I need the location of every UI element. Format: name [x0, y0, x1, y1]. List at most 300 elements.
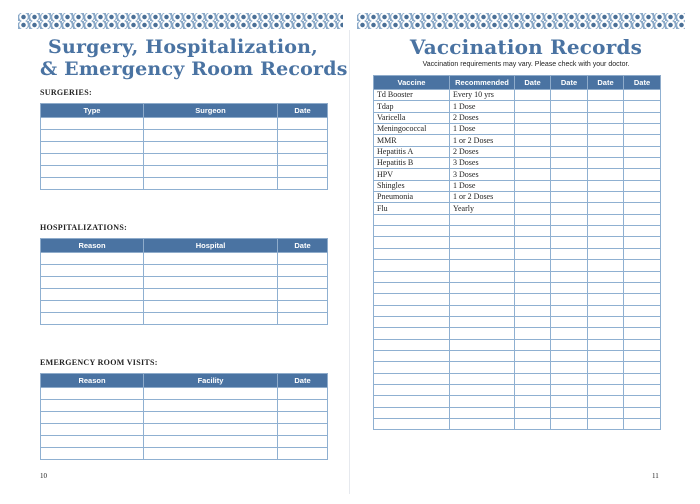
vaccination-row: [374, 305, 661, 316]
hospital-cell[interactable]: [144, 301, 278, 313]
vaccination-row: [374, 373, 661, 384]
date-cell[interactable]: [624, 407, 661, 418]
recommended-cell[interactable]: 1 or 2 Doses: [450, 192, 515, 203]
page-number-left: 10: [40, 472, 47, 480]
vaccine-cell[interactable]: [374, 350, 450, 361]
vaccine-cell[interactable]: [374, 316, 450, 327]
hospital-cell[interactable]: [144, 277, 278, 289]
vaccination-row: [374, 260, 661, 271]
vaccine-cell[interactable]: [374, 362, 450, 373]
date-cell[interactable]: [551, 362, 588, 373]
date-cell[interactable]: [588, 192, 624, 203]
date-cell[interactable]: [551, 418, 588, 429]
table-row: [41, 166, 328, 178]
date-cell[interactable]: [278, 448, 328, 460]
date-cell[interactable]: [624, 180, 661, 191]
vaccination-row: [374, 101, 661, 112]
table-row: [41, 436, 328, 448]
col-header-facility: Facility: [144, 374, 278, 388]
date-cell[interactable]: [551, 396, 588, 407]
date-cell[interactable]: [624, 339, 661, 350]
recommended-cell[interactable]: 2 Doses: [450, 112, 515, 123]
recommended-cell[interactable]: 1 Dose: [450, 101, 515, 112]
vaccination-row: [374, 248, 661, 259]
type-cell[interactable]: [41, 178, 144, 190]
vaccine-cell[interactable]: [374, 248, 450, 259]
vaccination-row: [374, 316, 661, 327]
vaccination-row: [374, 124, 661, 135]
date-cell[interactable]: [624, 362, 661, 373]
type-cell[interactable]: [41, 154, 144, 166]
vaccination-row: [374, 384, 661, 395]
date-cell[interactable]: [515, 158, 551, 169]
date-cell[interactable]: [624, 316, 661, 327]
vaccine-cell[interactable]: [374, 396, 450, 407]
date-cell[interactable]: [278, 130, 328, 142]
recommended-cell[interactable]: [450, 362, 515, 373]
vaccination-row: [374, 158, 661, 169]
surgeon-cell[interactable]: [144, 118, 278, 130]
vaccine-cell[interactable]: Hepatitis B: [374, 158, 450, 169]
recommended-cell[interactable]: Yearly: [450, 203, 515, 214]
date-cell[interactable]: [551, 350, 588, 361]
date-cell[interactable]: [588, 112, 624, 123]
recommended-cell[interactable]: [450, 260, 515, 271]
date-cell[interactable]: [515, 135, 551, 146]
table-row: [41, 142, 328, 154]
recommended-cell[interactable]: [450, 305, 515, 316]
vaccination-header-row: [374, 76, 661, 90]
recommended-cell[interactable]: 1 or 2 Doses: [450, 135, 515, 146]
vaccine-cell[interactable]: [374, 260, 450, 271]
date-cell[interactable]: [624, 237, 661, 248]
date-cell[interactable]: [624, 328, 661, 339]
decorative-pattern-right: [357, 13, 685, 29]
surgeon-cell[interactable]: [144, 142, 278, 154]
date-cell[interactable]: [624, 158, 661, 169]
vaccination-row: [374, 192, 661, 203]
facility-cell[interactable]: [144, 388, 278, 400]
surgeries-header-row: [41, 104, 328, 118]
vaccine-cell[interactable]: Flu: [374, 203, 450, 214]
surgeries-body: [41, 118, 328, 190]
facility-cell[interactable]: [144, 412, 278, 424]
date-cell[interactable]: [515, 90, 551, 101]
date-cell[interactable]: [515, 226, 551, 237]
recommended-cell[interactable]: 1 Dose: [450, 124, 515, 135]
vaccine-cell[interactable]: [374, 418, 450, 429]
date-cell[interactable]: [278, 313, 328, 325]
date-cell[interactable]: [515, 124, 551, 135]
date-cell[interactable]: [515, 362, 551, 373]
vaccination-row: [374, 226, 661, 237]
date-cell[interactable]: [551, 384, 588, 395]
date-cell[interactable]: [515, 328, 551, 339]
type-cell[interactable]: [41, 142, 144, 154]
recommended-cell[interactable]: [450, 316, 515, 327]
recommended-cell[interactable]: [450, 384, 515, 395]
table-row: [41, 313, 328, 325]
date-cell[interactable]: [515, 112, 551, 123]
date-cell[interactable]: [515, 237, 551, 248]
date-cell[interactable]: [588, 90, 624, 101]
date-cell[interactable]: [278, 178, 328, 190]
date-cell[interactable]: [278, 412, 328, 424]
date-cell[interactable]: [515, 373, 551, 384]
vaccine-cell[interactable]: [374, 328, 450, 339]
date-cell[interactable]: [551, 158, 588, 169]
date-cell[interactable]: [515, 180, 551, 191]
vaccination-row: [374, 282, 661, 293]
table-row: [41, 424, 328, 436]
vaccine-cell[interactable]: Varicella: [374, 112, 450, 123]
recommended-cell[interactable]: [450, 237, 515, 248]
vaccination-table: [373, 75, 661, 430]
recommended-cell[interactable]: 1 Dose: [450, 180, 515, 191]
date-cell[interactable]: [515, 146, 551, 157]
reason-cell[interactable]: [41, 400, 144, 412]
date-cell[interactable]: [515, 305, 551, 316]
date-cell[interactable]: [515, 294, 551, 305]
surgeon-cell[interactable]: [144, 130, 278, 142]
reason-cell[interactable]: [41, 388, 144, 400]
date-cell[interactable]: [551, 90, 588, 101]
vaccine-cell[interactable]: HPV: [374, 169, 450, 180]
table-row: [41, 412, 328, 424]
date-cell[interactable]: [624, 146, 661, 157]
vaccine-cell[interactable]: [374, 305, 450, 316]
recommended-cell[interactable]: 2 Doses: [450, 146, 515, 157]
vaccine-cell[interactable]: Hepatitis A: [374, 146, 450, 157]
date-cell[interactable]: [588, 101, 624, 112]
date-cell[interactable]: [551, 124, 588, 135]
date-cell[interactable]: [588, 407, 624, 418]
date-cell[interactable]: [624, 271, 661, 282]
surgeon-cell[interactable]: [144, 166, 278, 178]
vaccination-row: [374, 90, 661, 101]
date-cell[interactable]: [588, 271, 624, 282]
recommended-cell[interactable]: Every 10 yrs: [450, 90, 515, 101]
date-cell[interactable]: [278, 265, 328, 277]
vaccination-row: [374, 350, 661, 361]
date-cell[interactable]: [515, 407, 551, 418]
date-cell[interactable]: [624, 350, 661, 361]
date-cell[interactable]: [515, 192, 551, 203]
er-visits-table: [40, 373, 328, 460]
date-cell[interactable]: [588, 124, 624, 135]
hospital-cell[interactable]: [144, 265, 278, 277]
date-cell[interactable]: [588, 158, 624, 169]
date-cell[interactable]: [624, 373, 661, 384]
date-cell[interactable]: [551, 180, 588, 191]
date-cell[interactable]: [515, 316, 551, 327]
date-cell[interactable]: [515, 339, 551, 350]
hospital-cell[interactable]: [144, 289, 278, 301]
recommended-cell[interactable]: 3 Doses: [450, 169, 515, 180]
recommended-cell[interactable]: [450, 350, 515, 361]
date-cell[interactable]: [551, 339, 588, 350]
er-visits-body: [41, 388, 328, 460]
recommended-cell[interactable]: [450, 248, 515, 259]
col-header-surgeon: Surgeon: [144, 104, 278, 118]
er-visits-label: EMERGENCY ROOM VISITS:: [40, 358, 158, 367]
hospitalizations-label: HOSPITALIZATIONS:: [40, 223, 128, 232]
date-cell[interactable]: [515, 418, 551, 429]
vaccine-cell[interactable]: [374, 407, 450, 418]
date-cell[interactable]: [278, 154, 328, 166]
date-cell[interactable]: [515, 101, 551, 112]
date-cell[interactable]: [624, 101, 661, 112]
date-cell[interactable]: [551, 203, 588, 214]
date-cell[interactable]: [551, 407, 588, 418]
vaccination-row: [374, 112, 661, 123]
date-cell[interactable]: [278, 118, 328, 130]
date-cell[interactable]: [588, 180, 624, 191]
date-cell[interactable]: [588, 316, 624, 327]
recommended-cell[interactable]: [450, 271, 515, 282]
date-cell[interactable]: [588, 373, 624, 384]
date-cell[interactable]: [515, 384, 551, 395]
facility-cell[interactable]: [144, 448, 278, 460]
recommended-cell[interactable]: [450, 407, 515, 418]
col-header-date-1: Date: [515, 76, 551, 90]
col-header-date: Date: [278, 374, 328, 388]
table-row: [41, 400, 328, 412]
vaccine-cell[interactable]: [374, 339, 450, 350]
date-cell[interactable]: [515, 260, 551, 271]
date-cell[interactable]: [588, 169, 624, 180]
surgeon-cell[interactable]: [144, 154, 278, 166]
vaccine-cell[interactable]: [374, 384, 450, 395]
date-cell[interactable]: [515, 282, 551, 293]
date-cell[interactable]: [515, 169, 551, 180]
table-row: [41, 388, 328, 400]
vaccination-row: [374, 294, 661, 305]
vaccination-row: [374, 135, 661, 146]
date-cell[interactable]: [624, 294, 661, 305]
reason-cell[interactable]: [41, 412, 144, 424]
date-cell[interactable]: [278, 400, 328, 412]
date-cell[interactable]: [588, 362, 624, 373]
date-cell[interactable]: [551, 112, 588, 123]
table-row: [41, 301, 328, 313]
col-header-reason: Reason: [41, 374, 144, 388]
col-header-type: Type: [41, 104, 144, 118]
date-cell[interactable]: [624, 226, 661, 237]
date-cell[interactable]: [624, 90, 661, 101]
date-cell[interactable]: [278, 289, 328, 301]
vaccination-row: [374, 271, 661, 282]
vaccination-row: [374, 328, 661, 339]
date-cell[interactable]: [624, 282, 661, 293]
reason-cell[interactable]: [41, 265, 144, 277]
recommended-cell[interactable]: [450, 226, 515, 237]
vaccine-cell[interactable]: [374, 282, 450, 293]
facility-cell[interactable]: [144, 424, 278, 436]
date-cell[interactable]: [624, 135, 661, 146]
date-cell[interactable]: [624, 384, 661, 395]
date-cell[interactable]: [551, 214, 588, 225]
date-cell[interactable]: [588, 396, 624, 407]
date-cell[interactable]: [551, 328, 588, 339]
date-cell[interactable]: [588, 294, 624, 305]
date-cell[interactable]: [551, 248, 588, 259]
date-cell[interactable]: [278, 301, 328, 313]
date-cell[interactable]: [551, 146, 588, 157]
type-cell[interactable]: [41, 166, 144, 178]
date-cell[interactable]: [624, 124, 661, 135]
reason-cell[interactable]: [41, 277, 144, 289]
date-cell[interactable]: [278, 253, 328, 265]
date-cell[interactable]: [551, 282, 588, 293]
date-cell[interactable]: [624, 112, 661, 123]
date-cell[interactable]: [588, 328, 624, 339]
page-number-right: 11: [652, 472, 659, 480]
vaccine-cell[interactable]: Tdap: [374, 101, 450, 112]
title-line-1: Surgery, Hospitalization,: [48, 36, 318, 58]
table-row: [41, 178, 328, 190]
reason-cell[interactable]: [41, 424, 144, 436]
date-cell[interactable]: [588, 282, 624, 293]
vaccine-cell[interactable]: [374, 237, 450, 248]
date-cell[interactable]: [624, 192, 661, 203]
hospital-cell[interactable]: [144, 253, 278, 265]
facility-cell[interactable]: [144, 400, 278, 412]
date-cell[interactable]: [551, 305, 588, 316]
date-cell[interactable]: [551, 260, 588, 271]
date-cell[interactable]: [588, 384, 624, 395]
date-cell[interactable]: [588, 418, 624, 429]
table-row: [41, 265, 328, 277]
date-cell[interactable]: [515, 248, 551, 259]
date-cell[interactable]: [278, 424, 328, 436]
surgeon-cell[interactable]: [144, 178, 278, 190]
vaccine-cell[interactable]: Shingles: [374, 180, 450, 191]
reason-cell[interactable]: [41, 448, 144, 460]
date-cell[interactable]: [278, 436, 328, 448]
recommended-cell[interactable]: [450, 396, 515, 407]
vaccine-cell[interactable]: [374, 226, 450, 237]
date-cell[interactable]: [588, 135, 624, 146]
page-title: [40, 36, 348, 80]
col-header-recommended: Recommended: [450, 76, 515, 90]
col-header-date-4: Date: [624, 76, 661, 90]
surgeries-label: SURGERIES:: [40, 88, 92, 97]
vaccination-body: [374, 90, 661, 430]
type-cell[interactable]: [41, 130, 144, 142]
reason-cell[interactable]: [41, 301, 144, 313]
vaccine-cell[interactable]: Meningococcal: [374, 124, 450, 135]
date-cell[interactable]: [515, 271, 551, 282]
date-cell[interactable]: [624, 396, 661, 407]
date-cell[interactable]: [515, 350, 551, 361]
reason-cell[interactable]: [41, 253, 144, 265]
recommended-cell[interactable]: [450, 339, 515, 350]
date-cell[interactable]: [624, 260, 661, 271]
date-cell[interactable]: [588, 248, 624, 259]
date-cell[interactable]: [588, 146, 624, 157]
vaccine-cell[interactable]: [374, 271, 450, 282]
date-cell[interactable]: [278, 277, 328, 289]
vaccination-row: [374, 169, 661, 180]
vaccination-row: [374, 407, 661, 418]
recommended-cell[interactable]: [450, 214, 515, 225]
date-cell[interactable]: [624, 203, 661, 214]
date-cell[interactable]: [551, 135, 588, 146]
date-cell[interactable]: [551, 192, 588, 203]
vaccine-cell[interactable]: Td Booster: [374, 90, 450, 101]
date-cell[interactable]: [278, 388, 328, 400]
date-cell[interactable]: [588, 226, 624, 237]
date-cell[interactable]: [551, 226, 588, 237]
vaccine-cell[interactable]: [374, 373, 450, 384]
reason-cell[interactable]: [41, 289, 144, 301]
hospital-cell[interactable]: [144, 313, 278, 325]
vaccination-row: [374, 180, 661, 191]
vaccine-cell[interactable]: MMR: [374, 135, 450, 146]
recommended-cell[interactable]: 3 Doses: [450, 158, 515, 169]
facility-cell[interactable]: [144, 436, 278, 448]
date-cell[interactable]: [588, 203, 624, 214]
date-cell[interactable]: [624, 169, 661, 180]
date-cell[interactable]: [551, 294, 588, 305]
vaccination-title: Vaccination Records: [409, 35, 643, 59]
date-cell[interactable]: [588, 260, 624, 271]
date-cell[interactable]: [588, 237, 624, 248]
decorative-pattern-left: [18, 13, 343, 29]
vaccination-row: [374, 339, 661, 350]
date-cell[interactable]: [624, 418, 661, 429]
reason-cell[interactable]: [41, 436, 144, 448]
date-cell[interactable]: [551, 316, 588, 327]
vaccine-cell[interactable]: [374, 294, 450, 305]
table-row: [41, 130, 328, 142]
date-cell[interactable]: [588, 339, 624, 350]
date-cell[interactable]: [551, 237, 588, 248]
date-cell[interactable]: [588, 350, 624, 361]
reason-cell[interactable]: [41, 313, 144, 325]
date-cell[interactable]: [515, 214, 551, 225]
recommended-cell[interactable]: [450, 294, 515, 305]
recommended-cell[interactable]: [450, 418, 515, 429]
date-cell[interactable]: [624, 305, 661, 316]
date-cell[interactable]: [551, 271, 588, 282]
table-row: [41, 448, 328, 460]
recommended-cell[interactable]: [450, 328, 515, 339]
date-cell[interactable]: [551, 101, 588, 112]
recommended-cell[interactable]: [450, 282, 515, 293]
vaccine-cell[interactable]: [374, 214, 450, 225]
date-cell[interactable]: [278, 142, 328, 154]
vaccination-row: [374, 237, 661, 248]
table-row: [41, 118, 328, 130]
type-cell[interactable]: [41, 118, 144, 130]
date-cell[interactable]: [515, 203, 551, 214]
vaccine-cell[interactable]: Pneumonia: [374, 192, 450, 203]
date-cell[interactable]: [588, 305, 624, 316]
date-cell[interactable]: [278, 166, 328, 178]
date-cell[interactable]: [551, 373, 588, 384]
vaccination-row: [374, 146, 661, 157]
date-cell[interactable]: [624, 214, 661, 225]
vaccination-row: [374, 203, 661, 214]
recommended-cell[interactable]: [450, 373, 515, 384]
date-cell[interactable]: [551, 169, 588, 180]
date-cell[interactable]: [588, 214, 624, 225]
vaccination-note: Vaccination requirements may vary. Please check with your doctor.: [422, 61, 630, 68]
date-cell[interactable]: [515, 396, 551, 407]
date-cell[interactable]: [624, 248, 661, 259]
